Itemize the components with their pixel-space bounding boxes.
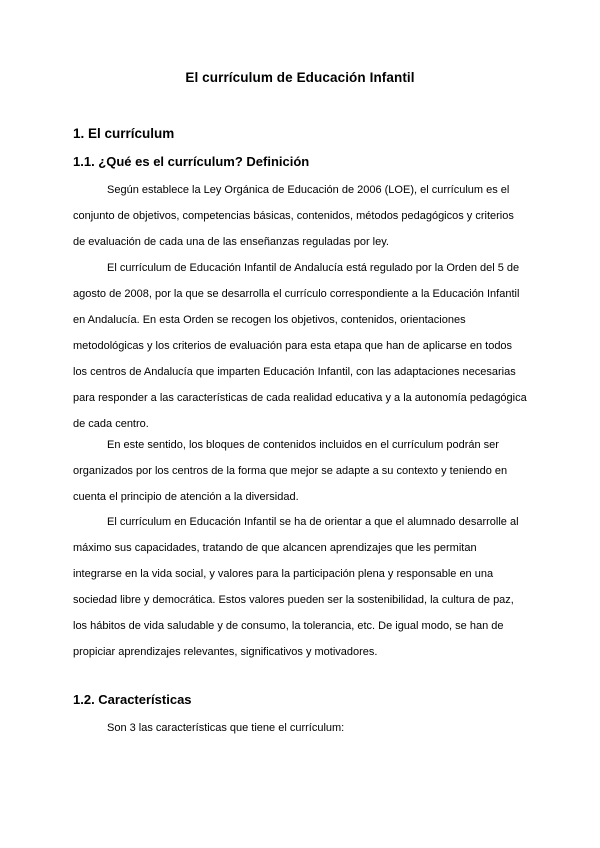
subsection-heading-caracteristicas: 1.2. Características [73, 692, 192, 707]
paragraph-definicion-loe: Según establece la Ley Orgánica de Educación de 2006 (LOE), el currículum es el conjunto de objetivos, competencias básicas, contenidos, métodos pedagógicos y criterios de evaluación de cada una de las enseñanzas reguladas por ley. [73, 184, 514, 248]
paragraph-orden-andalucia: El currículum de Educación Infantil de Andalucía está regulado por la Orden del 5 de agosto de 2008, por la que se desarrolla el currículo correspondiente a la Educación Infantil en Andalucía. En esta Orden se recogen los objetivos, contenidos, orientaciones metodológicas y los criterios de evaluación para esta etapa que han de aplicarse en todos los centros de Andalucía que imparten Educación Infantil, con las adaptaciones necesarias para responder a las características de cada realidad educativa y a la autonomía pedagógica de cada centro. [73, 262, 527, 430]
document-title: El currículum de Educación Infantil [185, 70, 415, 85]
paragraph-bloques-contenidos: En este sentido, los bloques de contenidos incluidos en el currículum podrán ser organizados por los centros de la forma que mejor se adapte a su contexto y teniendo en cuenta el principio de atención a la diversidad. [73, 439, 508, 503]
section-heading-curriculum: 1. El currículum [73, 126, 175, 141]
paragraph-caracteristicas-intro: Son 3 las características que tiene el currículum: [107, 722, 345, 734]
paragraph-orientacion-curriculum: El currículum en Educación Infantil se ha de orientar a que el alumnado desarrolle al máximo sus capacidades, tratando de que alcancen aprendizajes que les permitan integrarse en la vida social, y valores para la participación plena y responsable en una sociedad libre y democrática. Estos valores pueden ser la sostenibilidad, la cultura de paz, los hábitos de vida saludable y de consumo, la tolerancia, etc. De igual modo, se han de propiciar aprendizajes relevantes, significativos y motivadores. [73, 516, 519, 658]
subsection-heading-definicion: 1.1. ¿Qué es el currículum? Definición [73, 154, 310, 169]
